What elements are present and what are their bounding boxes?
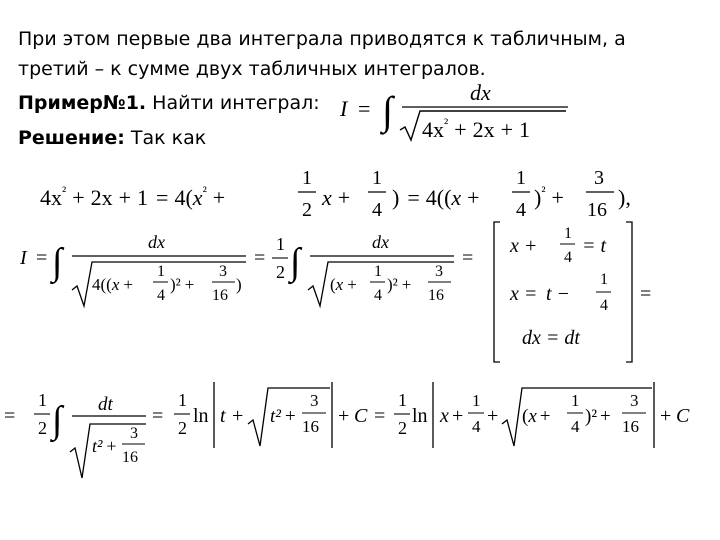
frac-num: 1 [571, 391, 580, 410]
frac-den: 4 [571, 417, 580, 436]
sub-row2-lhs: x = [510, 283, 538, 305]
solution-text: Так как [124, 127, 207, 149]
radicand-mid: )² + [585, 406, 611, 427]
I-symbol: I [340, 96, 348, 121]
right-bracket [626, 222, 632, 362]
frac-num: 1 [564, 225, 572, 242]
integral-sign: ∫ [52, 241, 63, 283]
frac-den: 4 [157, 287, 165, 304]
frac-num: 3 [310, 391, 319, 410]
frac-den: 4 [372, 199, 382, 221]
frac-num: 3 [130, 425, 138, 442]
frac-den: 2 [302, 199, 312, 221]
frac-num: 1 [372, 167, 382, 189]
frac-num: 1 [276, 234, 285, 254]
dx-numerator: dx [470, 80, 491, 105]
equals-sign: = [36, 247, 48, 269]
frac-den: 16 [622, 417, 639, 436]
frac-den: 16 [212, 287, 228, 304]
cs-sq-plus: )$^{^2}$ + [534, 185, 564, 210]
cs-left: $4x^{^2} + 2x + 1 = 4(x^{^2}$ + [40, 185, 226, 210]
frac-num: 1 [178, 390, 187, 410]
completing-square [40, 167, 631, 221]
frac-num: 1 [516, 167, 526, 189]
frac-num: 1 [38, 390, 47, 410]
frac-num: 3 [435, 263, 443, 280]
plus-sign: + [232, 405, 244, 427]
equals-sign: = [374, 405, 386, 427]
frac-num: 1 [398, 390, 407, 410]
substitution-box [494, 222, 632, 362]
frac-num: 3 [219, 263, 227, 280]
frac-num: 3 [594, 167, 604, 189]
C-constant: C [676, 405, 690, 427]
frac-den: 4 [516, 199, 526, 221]
t-squared: t² + [92, 436, 117, 456]
t-squared: t² + [270, 406, 296, 427]
cs-close: ), [618, 185, 631, 210]
frac-den: 16 [302, 417, 319, 436]
intro-line-1: При этом первые два интеграла приводятся к табличным, а [18, 28, 626, 50]
cs-middle: ) = 4((x + [392, 185, 480, 210]
left-bracket [494, 222, 500, 362]
x-symbol: x [440, 405, 449, 427]
example-text: Найти интеграл: [146, 92, 320, 114]
radicand: $4x^{^2} + 2x + 1$ [422, 117, 531, 142]
frac-den: 4 [564, 249, 572, 266]
sub-row3: dx = dt [522, 327, 580, 349]
C-constant: C [354, 405, 368, 427]
radicand-start: (x + [522, 406, 551, 427]
intro-line-2: третий – к сумме двух табличных интегралов. [18, 58, 486, 80]
radicand-start: 4((x + [92, 275, 133, 294]
ln-symbol: ln [193, 405, 209, 427]
frac-num: 3 [630, 391, 639, 410]
radicand-mid: )² + [170, 275, 195, 294]
frac-den: 2 [38, 418, 47, 438]
equals-sign: = [358, 96, 371, 121]
frac-den: 2 [178, 418, 187, 438]
sub-row1-lhs: x + [510, 235, 538, 257]
integral-sign: ∫ [52, 399, 63, 441]
frac-den: 4 [374, 287, 382, 304]
frac-num: 1 [157, 263, 165, 280]
equals-sign: = [254, 247, 266, 269]
sub-row1-rhs: = t [582, 235, 607, 257]
radicand-start: (x + [330, 275, 357, 294]
radicand-close: ) [236, 275, 242, 294]
plus-sign: + [487, 405, 499, 427]
frac-num: 1 [374, 263, 382, 280]
frac-den: 16 [428, 287, 444, 304]
frac-num: 1 [302, 167, 312, 189]
dt-numerator: dt [98, 394, 113, 415]
frac-den: 4 [472, 417, 481, 436]
frac-den: 16 [122, 449, 138, 466]
final-result [4, 382, 690, 478]
sub-row2-mid: t − [546, 283, 571, 305]
dx-numerator: dx [148, 232, 165, 252]
plus-sign: + [452, 405, 464, 427]
frac-num: 1 [600, 271, 608, 288]
dx-numerator: dx [372, 232, 389, 252]
equals-sign: = [152, 405, 164, 427]
plus-sign: + [338, 405, 350, 427]
I-symbol: I [20, 247, 27, 269]
equals-sign: = [640, 283, 652, 305]
transformed-integral [19, 232, 473, 306]
plus-sign: + [660, 405, 672, 427]
equals-sign: = [4, 405, 16, 427]
integral-sign: ∫ [290, 241, 301, 283]
problem-integral [339, 80, 568, 142]
solution-label: Решение: [18, 127, 125, 149]
cs-x-plus: x + [322, 185, 351, 210]
integral-sign: ∫ [382, 88, 393, 133]
frac-den: 2 [398, 418, 407, 438]
example-label: Пример№1. [18, 92, 147, 114]
radicand-mid: )² + [387, 275, 412, 294]
t-symbol: t [220, 405, 226, 427]
frac-den: 2 [276, 262, 285, 282]
frac-den: 16 [587, 199, 607, 221]
frac-num: 1 [472, 391, 481, 410]
frac-den: 4 [600, 297, 608, 314]
equals-sign: = [462, 247, 474, 269]
ln-symbol: ln [412, 405, 428, 427]
